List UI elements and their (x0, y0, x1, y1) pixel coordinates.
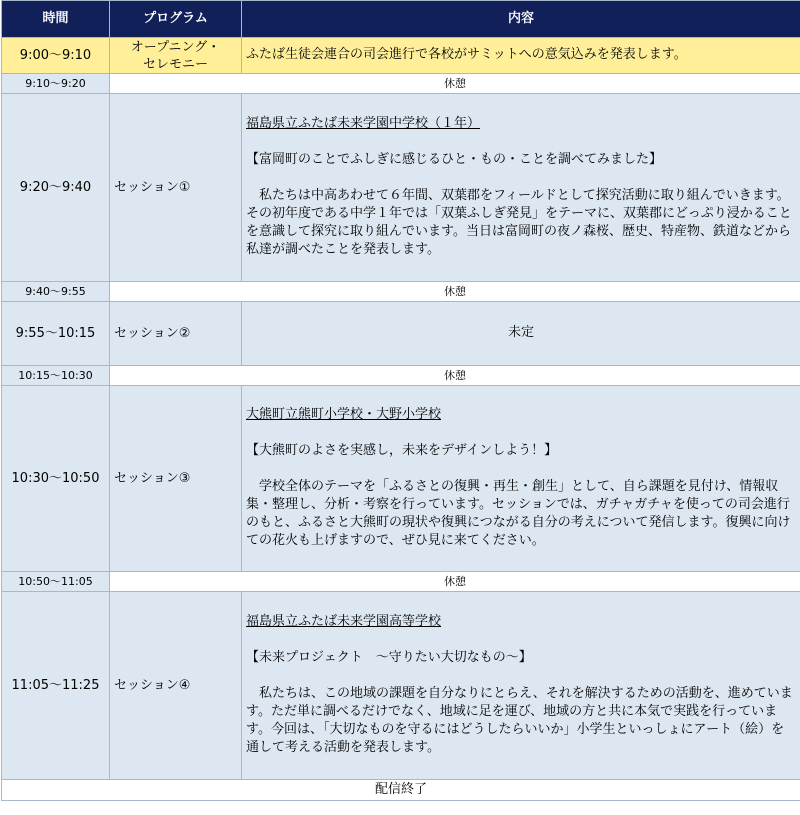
schedule-table (1, 0, 800, 801)
session-school: 大熊町立熊町小学校・大野小学校 (246, 407, 442, 422)
break-label: 休憩 (110, 366, 800, 386)
break-time: 9:10～9:20 (2, 74, 110, 94)
session-time: 10:30～10:50 (2, 386, 110, 572)
session-theme: 【大熊町のよさを実感し，未来をデザインしよう！】 (246, 443, 558, 458)
session-time: 9:55～10:15 (2, 302, 110, 366)
opening-content: ふたば生徒会連合の司会進行で各校がサミットへの意気込みを発表します。 (242, 38, 800, 74)
session-school: 福島県立ふたば未来学園中学校（１年） (246, 116, 481, 131)
session-program: セッション④ (110, 592, 242, 780)
session-body: 私たちは、この地域の課題を自分なりにとらえ、それを解決するための活動を、進めています。ただ単に調べるだけでなく、地域に足を運び、地域の方と共に本気で実践を行っています。今回は、「大切なものを守るにはどうしたらいいか」小学生といっしょにアート（絵）を通して考える活動を発表します。 (246, 686, 793, 755)
break-time: 10:15～10:30 (2, 366, 110, 386)
session-row (2, 302, 800, 366)
end-row (2, 780, 800, 801)
session-time: 11:05～11:25 (2, 592, 110, 780)
break-row (2, 572, 800, 592)
opening-time: 9:00～9:10 (2, 38, 110, 74)
session-program: セッション① (110, 94, 242, 282)
session-content: 未定 (242, 302, 800, 366)
break-label: 休憩 (110, 74, 800, 94)
break-label: 休憩 (110, 282, 800, 302)
session-school: 福島県立ふたば未来学園高等学校 (246, 614, 442, 629)
session-theme: 【未来プロジェクト ～守りたい大切なもの～】 (246, 650, 532, 665)
opening-program (110, 38, 242, 74)
opening-program-line2: セレモニー (142, 56, 208, 72)
session-program: セッション③ (110, 386, 242, 572)
header-program: プログラム (110, 1, 242, 38)
session-content (242, 94, 800, 282)
session-theme: 【富岡町のことでふしぎに感じるひと・もの・ことを調べてみました】 (246, 152, 663, 167)
header-content: 内容 (242, 1, 800, 38)
header-time: 時間 (2, 1, 110, 38)
break-time: 9:40～9:55 (2, 282, 110, 302)
break-label: 休憩 (110, 572, 800, 592)
session-body: 私たちは中高あわせて６年間、双葉郡をフィールドとして探究活動に取り組んでいきます。その初年度である中学１年では「双葉ふしぎ発見」をテーマに、双葉郡にどっぷり浸かることを意識して探究に取り組んでいます。当日は富岡町の夜ノ森桜、歴史、特産物、鉄道などから私達が調べたことを発表します。 (246, 188, 792, 257)
end-label: 配信終了 (2, 780, 800, 801)
session-content (242, 386, 800, 572)
break-row (2, 366, 800, 386)
break-row (2, 282, 800, 302)
session-body: 学校全体のテーマを「ふるさとの復興・再生・創生」として、自ら課題を見付け、情報収集・整理し、分析・考察を行っています。セッションでは、ガチャガチャを使っての司会進行のもと、ふるさと大熊町の現状や復興につながる自分の考えについて発信します。復興に向けての花火も上げますので、ぜひ見に来てください。 (246, 479, 791, 548)
header-row (2, 1, 800, 38)
opening-program-line1: オープニング・ (130, 39, 221, 55)
opening-row (2, 38, 800, 74)
session-row (2, 592, 800, 780)
session-program: セッション② (110, 302, 242, 366)
session-row (2, 94, 800, 282)
session-time: 9:20～9:40 (2, 94, 110, 282)
break-row (2, 74, 800, 94)
break-time: 10:50～11:05 (2, 572, 110, 592)
session-content (242, 592, 800, 780)
session-row (2, 386, 800, 572)
